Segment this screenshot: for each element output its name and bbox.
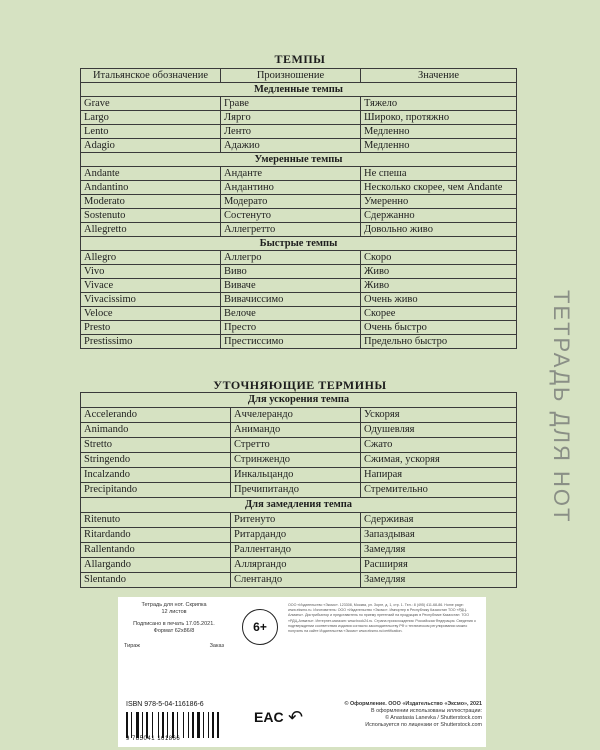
barcode-bar [136,712,139,738]
table-row [81,307,517,321]
barcode-bar [183,712,184,738]
section-row [81,498,517,513]
table-cell: Сжато [361,438,517,453]
table-cell: Живо [361,279,517,293]
eac-mark-icon: EAC [254,709,284,725]
terms-table [80,392,517,588]
header-row [81,69,517,83]
table-cell: Несколько скорее, чем Andante [361,181,517,195]
column-header: Значение [361,69,517,83]
table-cell: Очень быстро [361,321,517,335]
table-row [81,543,517,558]
barcode-bar [179,712,182,738]
table-cell: Ритенуто [231,513,361,528]
table-cell: Adagio [81,139,221,153]
barcode-bar [142,712,143,738]
barcode-bar [190,712,191,738]
table-cell: Ляргo [221,111,361,125]
table-cell: Замедляя [361,573,517,588]
barcode-bar [140,712,141,738]
table-cell: Велоче [221,307,361,321]
table-cell: Allegretto [81,223,221,237]
table-cell: Ritenuto [81,513,231,528]
table-row [81,167,517,181]
tempos-title: ТЕМПЫ [274,52,326,66]
barcode-bar [154,712,157,738]
barcode-bar [144,712,145,738]
table-cell: Широко, протяжно [361,111,517,125]
table-cell: Медленно [361,139,517,153]
section-row [81,153,517,167]
table-row [81,125,517,139]
table-row [81,453,517,468]
table-cell: Тяжело [361,97,517,111]
table-row [81,97,517,111]
barcode-bar [167,712,168,738]
barcode-bar [146,712,148,738]
table-cell: Incalzando [81,468,231,483]
table-cell: Напирая [361,468,517,483]
run-label: Тираж [124,643,140,649]
tempos-table [80,68,517,349]
table-cell: Rallentando [81,543,231,558]
table-row [81,438,517,453]
table-cell: Vivacissimo [81,293,221,307]
barcode-bar [160,712,161,738]
barcode-bar [208,712,209,738]
barcode-digits: 9 785041 161866 [126,736,181,742]
table-cell: Аллярrандо [231,558,361,573]
signed-date: Подписано в печать 17.05.2021. [133,621,215,627]
barcode-bar [177,712,178,738]
barcode [126,710,236,738]
table-cell: Скорее [361,307,517,321]
spine-title: ТЕТРАДЬ ДЛЯ НОТ [549,290,574,524]
table-row [81,558,517,573]
table-row [81,513,517,528]
table-cell: Stringendo [81,453,231,468]
table-cell: Слентандо [231,573,361,588]
table-cell: Довольно живо [361,223,517,237]
table-cell: Сжимая, ускоряя [361,453,517,468]
imprint-block [118,597,486,747]
section-heading: Умеренные темпы [81,153,517,167]
barcode-bar [188,712,189,738]
barcode-bar [149,712,151,738]
table-cell: Скоро [361,251,517,265]
barcode-bar [162,712,164,738]
copyright-block [328,701,482,729]
table-cell: Slentando [81,573,231,588]
table-cell: Виво [221,265,361,279]
table-cell: Живо [361,265,517,279]
table-cell: Presto [81,321,221,335]
sheet-count: 12 листов [161,609,187,615]
table-cell: Lento [81,125,221,139]
table-cell: Очень живо [361,293,517,307]
imprint-info [124,602,224,650]
table-cell: Граве [221,97,361,111]
table-cell: Аллегро [221,251,361,265]
barcode-bar [152,712,153,738]
table-cell: Пречипитандо [231,483,361,498]
barcode-bar [165,712,166,738]
barcode-bar [203,712,204,738]
table-cell: Moderato [81,195,221,209]
table-row [81,528,517,543]
barcode-bar [129,712,130,738]
section-row [81,237,517,251]
table-row [81,251,517,265]
recycle-icon: ↶ [288,707,304,727]
table-cell: Аччелерандо [231,408,361,423]
barcode-bar [195,712,196,738]
table-cell: Адажио [221,139,361,153]
barcode-bar [185,712,187,738]
table-cell: Andantino [81,181,221,195]
section-row [81,393,517,408]
table-cell: Accelerando [81,408,231,423]
barcode-bar [205,712,207,738]
barcode-bar [175,712,176,738]
table-cell: Анимандо [231,423,361,438]
publisher-legal-text: ООО «Издательство «Эксмо». 123308, Москва, ул. Зорге, д. 1, стр. 1. Тел.: 8 (495) 411-68-86. Home page: www.eksmo.ru. Изготовитель: ООО «Издательство «Эксмо». Импортер в Республику Казахстан ТОО «РДЦ-Алматы». Дистрибьютор и представитель по приему претензий на продукцию в Республике Казахстан: ТОО «РДЦ-Алматы». Интернет-магазин: www.book24.ru. Страна происхождения: Российская Федерация. Сведения о подтверждении соответствия издания согласно законодательству РФ о техническом регулировании можно получить на сайте Издательства «Эксмо» www.eksmo.ru/certification. [288,603,476,634]
table-cell: Grave [81,97,221,111]
table-cell: Сдерживая [361,513,517,528]
table-row [81,265,517,279]
table-row [81,195,517,209]
table-cell: Stretto [81,438,231,453]
table-cell: Раллентандо [231,543,361,558]
age-rating-badge: 6+ [242,609,278,645]
barcode-bar [133,712,135,738]
table-cell: Sostenuto [81,209,221,223]
barcode-bar [217,712,219,738]
table-cell: Умеренно [361,195,517,209]
barcode-bar [158,712,159,738]
table-cell: Замедляя [361,543,517,558]
table-cell: Ленто [221,125,361,139]
table-cell: Ускоряя [361,408,517,423]
table-row [81,321,517,335]
table-cell: Виваче [221,279,361,293]
table-cell: Престиссимо [221,335,361,349]
copyright-line: © Оформление. ООО «Издательство «Эксмо», 2021 [344,701,482,707]
table-row [81,468,517,483]
table-cell: Андантино [221,181,361,195]
table-cell: Prestissimo [81,335,221,349]
table-cell: Precipitando [81,483,231,498]
barcode-bar [212,712,214,738]
table-cell: Инкальцандо [231,468,361,483]
table-cell: Анданте [221,167,361,181]
illustrations-note: В оформлении использованы иллюстрации: [371,708,482,714]
table-cell: Allargando [81,558,231,573]
section-heading: Для замедления темпа [81,498,517,513]
table-cell: Одушевляя [361,423,517,438]
table-row [81,423,517,438]
table-cell: Ritardando [81,528,231,543]
barcode-bar [172,712,174,738]
table-cell: Престо [221,321,361,335]
table-row [81,209,517,223]
table-cell: Аллегретто [221,223,361,237]
table-row [81,408,517,423]
illustrator-credit: © Anastasia Lanevka / Shutterstock.com [385,715,482,721]
column-header: Произношение [221,69,361,83]
paper-format: Формат 62х86/8 [153,628,195,634]
table-cell: Не спеша [361,167,517,181]
barcode-bar [210,712,211,738]
product-name: Тетрадь для нот. Скрипка [141,602,207,608]
section-row [81,83,517,97]
barcode-bar [126,712,128,738]
table-cell: Largo [81,111,221,125]
section-heading: Медленные темпы [81,83,517,97]
table-cell: Запаздывая [361,528,517,543]
table-row [81,111,517,125]
section-heading: Быстрые темпы [81,237,517,251]
barcode-bar [201,712,202,738]
table-row [81,139,517,153]
table-cell: Vivace [81,279,221,293]
terms-title: УТОЧНЯЮЩИЕ ТЕРМИНЫ [213,378,387,392]
barcode-bar [131,712,132,738]
table-row [81,279,517,293]
table-row [81,335,517,349]
column-header: Итальянское обозначение [81,69,221,83]
table-cell: Animando [81,423,231,438]
barcode-bar [192,712,194,738]
table-cell: Vivo [81,265,221,279]
table-cell: Стретто [231,438,361,453]
table-cell: Ритардандо [231,528,361,543]
barcode-bar [215,712,216,738]
table-cell: Allegro [81,251,221,265]
table-cell: Стринжендо [231,453,361,468]
license-note: Используется по лицензии от Shutterstock.com [365,722,482,728]
table-cell: Расширяя [361,558,517,573]
table-cell: Andante [81,167,221,181]
table-row [81,483,517,498]
table-row [81,223,517,237]
table-cell: Сдержанно [361,209,517,223]
table-cell: Предельно быстро [361,335,517,349]
order-label: Заказ [209,643,224,649]
table-cell: Veloce [81,307,221,321]
table-cell: Медленно [361,125,517,139]
barcode-bar [197,712,200,738]
barcode-bar [169,712,171,738]
table-row [81,573,517,588]
isbn: ISBN 978-5-04-116186-6 [126,701,204,708]
section-heading: Для ускорения темпа [81,393,517,408]
table-row [81,181,517,195]
table-cell: Стремительно [361,483,517,498]
table-cell: Состенуто [221,209,361,223]
table-row [81,293,517,307]
table-cell: Вивачиссимо [221,293,361,307]
table-cell: Модерато [221,195,361,209]
